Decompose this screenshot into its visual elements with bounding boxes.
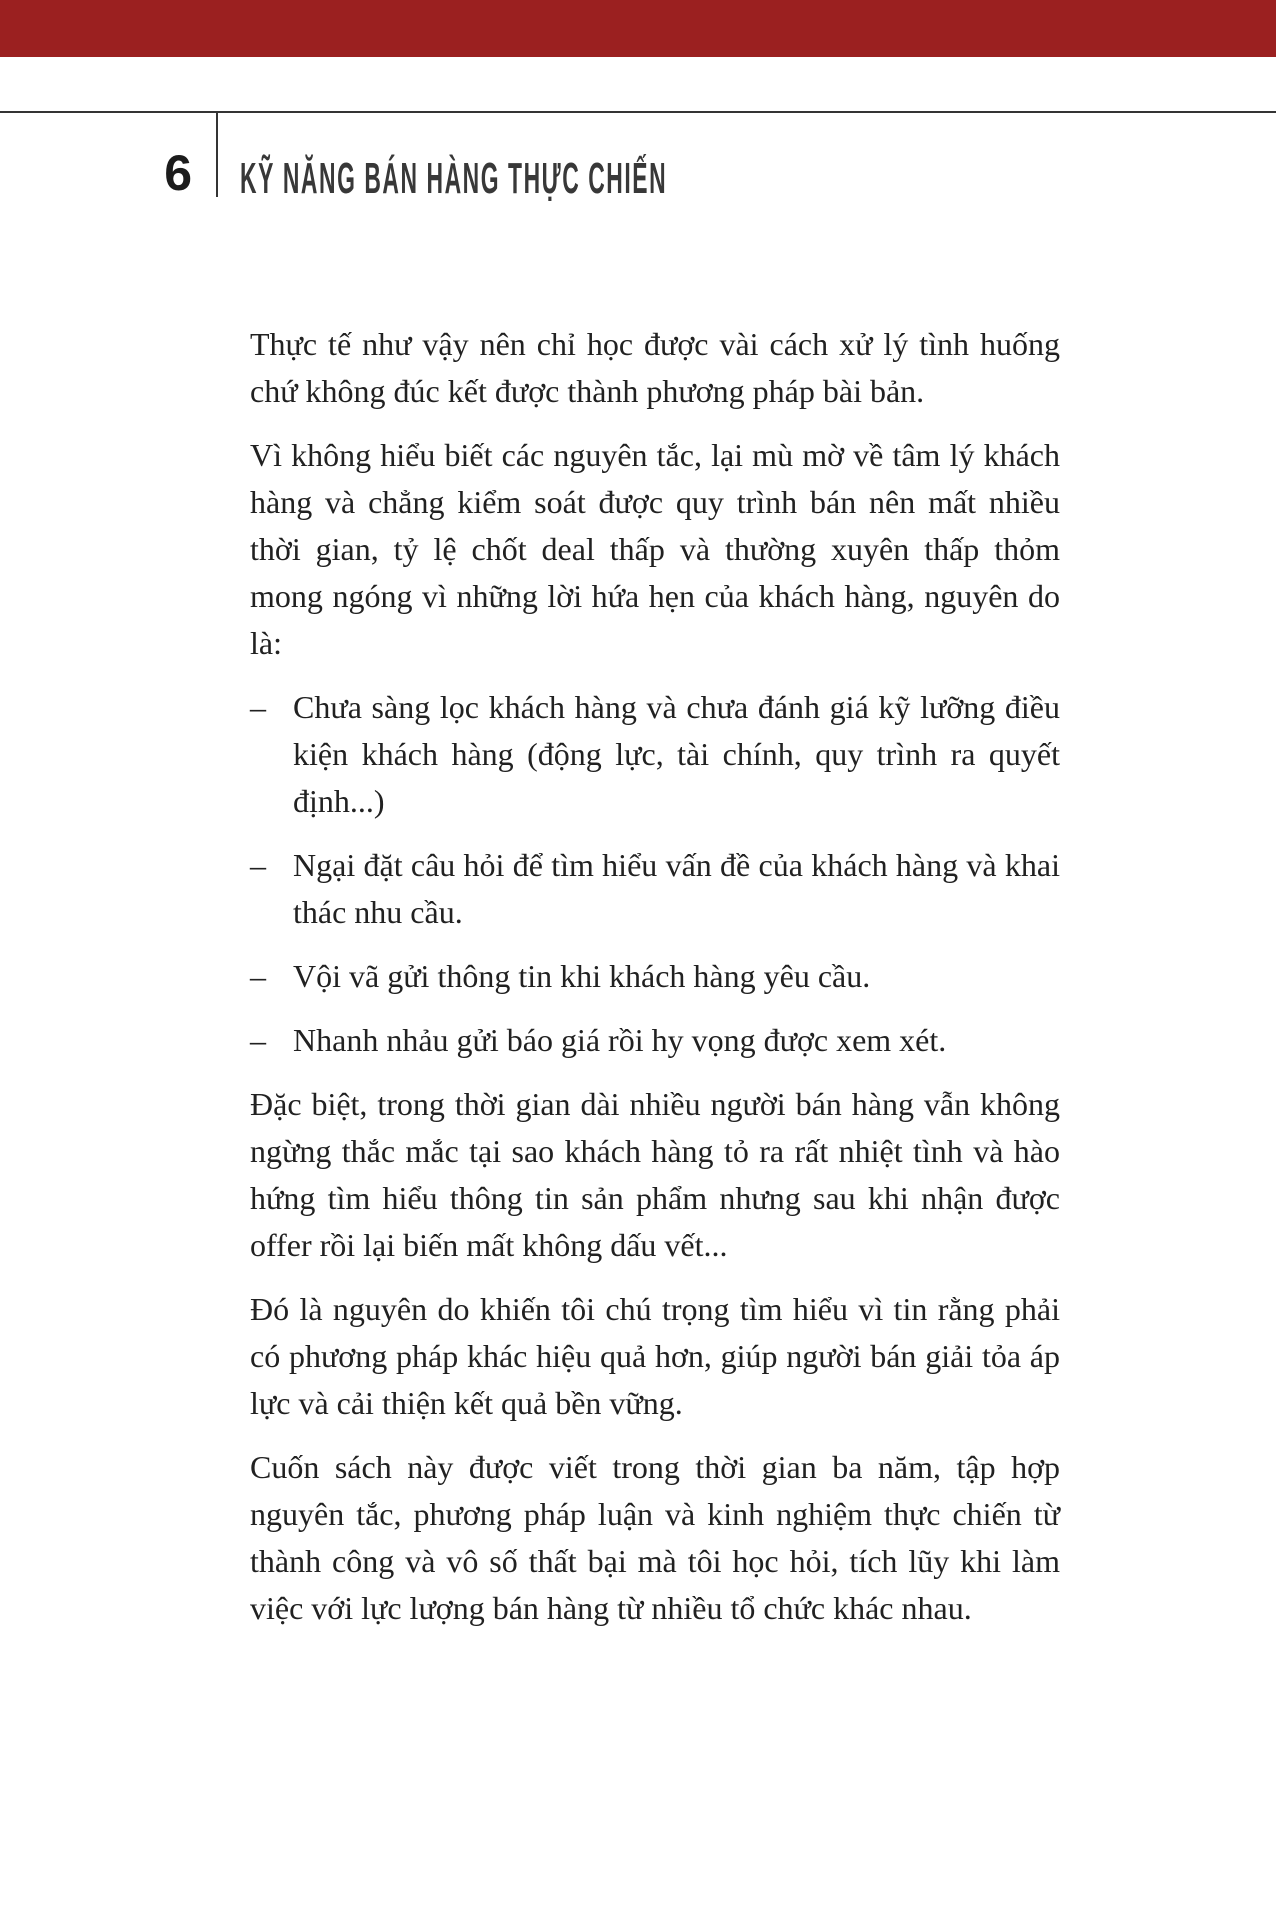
list-item-text: Vội vã gửi thông tin khi khách hàng yêu cầu. bbox=[293, 958, 871, 994]
list-item bbox=[250, 842, 1060, 936]
paragraph: Cuốn sách này được viết trong thời gian ba năm, tập hợp nguyên tắc, phương pháp luận và kinh nghiệm thực chiến từ thành công và vô số thất bại mà tôi học hỏi, tích lũy khi làm việc với lực lượng bán hàng từ nhiều tổ chức khác nhau. bbox=[250, 1449, 1060, 1626]
list-item-text: Ngại đặt câu hỏi để tìm hiểu vấn đề của khách hàng và khai thác nhu cầu. bbox=[293, 847, 1060, 930]
bullet-dash-marker: – bbox=[250, 689, 266, 725]
running-title: KỸ NĂNG BÁN HÀNG THỰC CHIẾN bbox=[240, 154, 668, 203]
bullet-dash-marker: – bbox=[250, 847, 266, 883]
list-item bbox=[250, 953, 1060, 1000]
top-accent-bar bbox=[0, 0, 1276, 57]
paragraph: Thực tế như vậy nên chỉ học được vài cách xử lý tình huống chứ không đúc kết được thành phương pháp bài bản. bbox=[250, 326, 1060, 409]
page-body bbox=[250, 321, 1060, 1632]
list-item-text: Chưa sàng lọc khách hàng và chưa đánh giá kỹ lưỡng điều kiện khách hàng (động lực, tài chính, quy trình ra quyết định...) bbox=[293, 689, 1060, 819]
bullet-dash-marker: – bbox=[250, 1022, 266, 1058]
header-separator-line bbox=[216, 112, 218, 197]
page-number: 6 bbox=[164, 145, 192, 201]
paragraph: Đó là nguyên do khiến tôi chú trọng tìm hiểu vì tin rằng phải có phương pháp khác hiệu quả hơn, giúp người bán giải tỏa áp lực và cải thiện kết quả bền vững. bbox=[250, 1291, 1060, 1421]
header-rule bbox=[0, 111, 1276, 113]
paragraph: Vì không hiểu biết các nguyên tắc, lại mù mờ về tâm lý khách hàng và chẳng kiểm soát được quy trình bán nên mất nhiều thời gian, tỷ lệ chốt deal thấp và thường xuyên thấp thỏm mong ngóng vì những lời hứa hẹn của khách hàng, nguyên do là: bbox=[250, 437, 1060, 661]
list-item-text: Nhanh nhảu gửi báo giá rồi hy vọng được xem xét. bbox=[293, 1022, 947, 1058]
list-item bbox=[250, 1017, 1060, 1064]
bullet-dash-marker: – bbox=[250, 958, 266, 994]
paragraph: Đặc biệt, trong thời gian dài nhiều người bán hàng vẫn không ngừng thắc mắc tại sao khách hàng tỏ ra rất nhiệt tình và hào hứng tìm hiểu thông tin sản phẩm nhưng sau khi nhận được offer rồi lại biến mất không dấu vết... bbox=[250, 1086, 1060, 1263]
list-item bbox=[250, 684, 1060, 825]
